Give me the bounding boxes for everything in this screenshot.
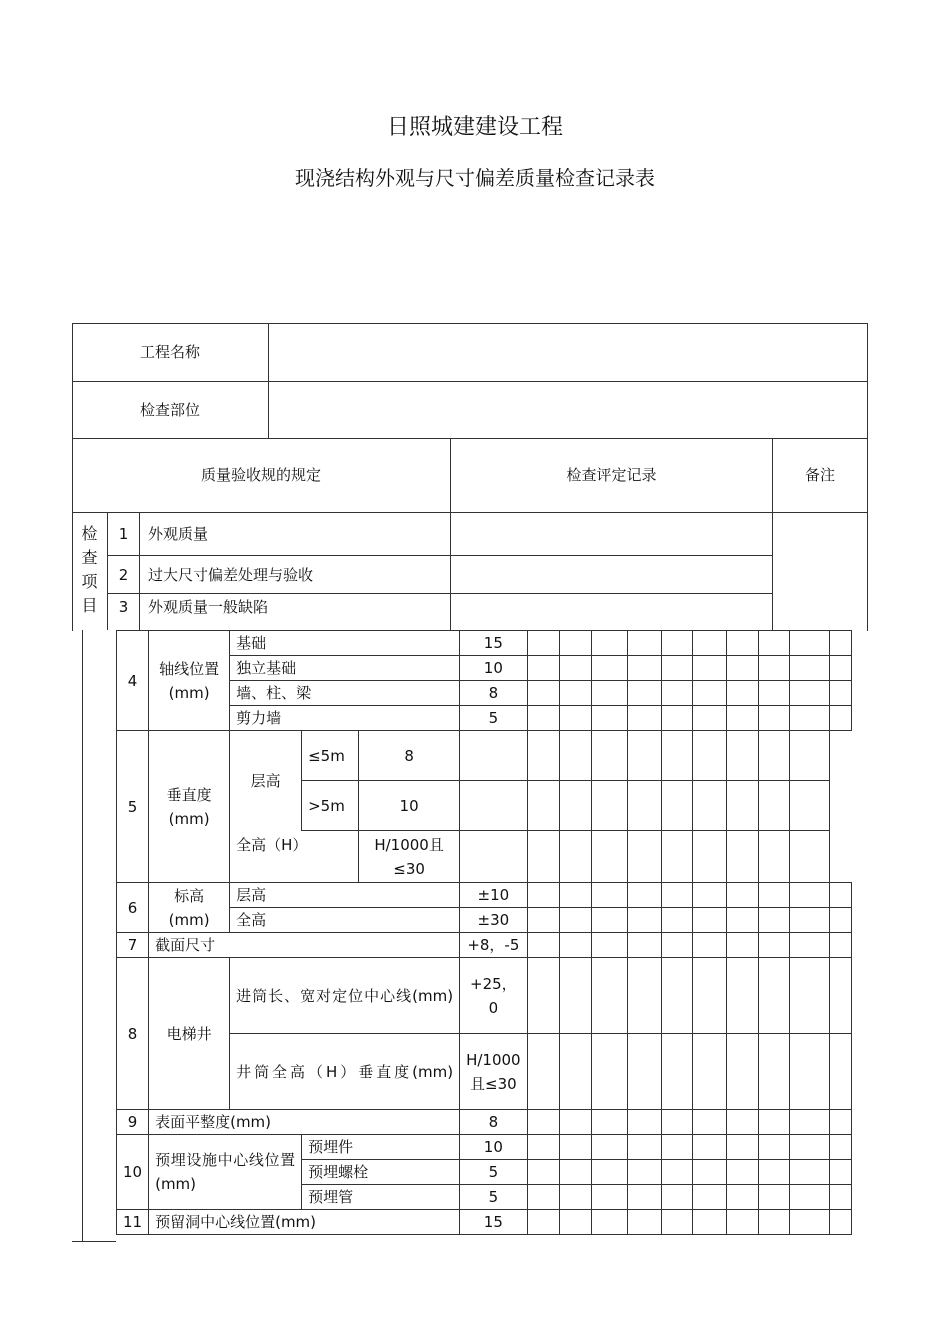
record-cell[interactable] <box>661 1034 692 1110</box>
record-cell[interactable] <box>661 631 692 656</box>
record-cell[interactable] <box>527 1034 559 1110</box>
col-header-notes: 备注 <box>804 466 835 484</box>
record-cell[interactable] <box>591 831 627 883</box>
tolerance-value: 5 <box>460 706 528 731</box>
record-cell[interactable] <box>627 883 661 908</box>
record-cell[interactable] <box>692 1210 726 1235</box>
record-cell[interactable] <box>591 1034 627 1110</box>
record-cell[interactable] <box>627 1110 661 1135</box>
tolerance-value: +25，0 <box>460 958 528 1034</box>
item-label: 墙、柱、梁 <box>230 681 460 706</box>
table-row <box>117 883 852 908</box>
deviation-table <box>116 630 852 1235</box>
item-label: 表面平整度(mm) <box>149 1110 460 1135</box>
record-cell[interactable] <box>591 781 627 831</box>
item-label: 预埋管 <box>302 1185 460 1210</box>
record-cell[interactable] <box>789 1185 829 1210</box>
item-label: 截面尺寸 <box>149 933 460 958</box>
record-cell[interactable] <box>692 1185 726 1210</box>
record-cell[interactable] <box>758 1185 789 1210</box>
record-cell[interactable] <box>758 706 789 731</box>
tolerance-value: 10 <box>460 656 528 681</box>
row-number: 9 <box>117 1110 149 1135</box>
record-cell[interactable] <box>789 706 829 731</box>
record-cell[interactable] <box>726 1160 758 1185</box>
item-label: 井筒全高（H）垂直度(mm) <box>230 1034 460 1110</box>
record-cell[interactable] <box>692 781 726 831</box>
record-cell[interactable] <box>661 656 692 681</box>
record-cell[interactable] <box>559 1034 591 1110</box>
group-label: 标高(mm) <box>149 883 230 933</box>
record-cell[interactable] <box>527 656 559 681</box>
col-header-rules: 质量验收规的规定 <box>200 466 321 484</box>
record-cell[interactable] <box>829 1160 851 1185</box>
record-cell[interactable] <box>829 656 851 681</box>
tolerance-value: ±10 <box>460 883 528 908</box>
record-cell[interactable] <box>692 1034 726 1110</box>
item-name: 外观质量一般缺陷 <box>148 598 269 616</box>
project-name-label: 工程名称 <box>139 343 200 361</box>
record-cell[interactable] <box>527 933 559 958</box>
record-cell[interactable] <box>661 781 692 831</box>
record-cell[interactable] <box>692 1160 726 1185</box>
record-cell[interactable] <box>559 933 591 958</box>
side-label: 检 查 项 目 <box>81 524 98 615</box>
row-number: 4 <box>117 631 149 731</box>
row-number: 8 <box>117 958 149 1110</box>
item-label: 预埋螺栓 <box>302 1160 460 1185</box>
record-cell[interactable] <box>460 831 528 883</box>
record-cell[interactable] <box>726 1034 758 1110</box>
record-cell[interactable] <box>527 681 559 706</box>
record-cell[interactable] <box>789 656 829 681</box>
record-cell[interactable] <box>829 1034 851 1110</box>
item-number: 2 <box>118 565 129 584</box>
record-cell[interactable] <box>661 706 692 731</box>
record-cell[interactable] <box>559 958 591 1034</box>
record-cell[interactable] <box>591 1160 627 1185</box>
record-cell[interactable] <box>661 731 692 781</box>
record-cell[interactable] <box>758 933 789 958</box>
record-cell[interactable] <box>527 958 559 1034</box>
record-cell[interactable] <box>559 1110 591 1135</box>
record-cell[interactable] <box>591 1210 627 1235</box>
record-cell[interactable] <box>789 883 829 908</box>
record-cell[interactable] <box>726 1110 758 1135</box>
record-cell[interactable] <box>758 1210 789 1235</box>
record-cell[interactable] <box>661 1210 692 1235</box>
record-cell[interactable] <box>726 731 758 781</box>
record-cell[interactable] <box>627 1210 661 1235</box>
item-label: 进筒长、宽对定位中心线(mm) <box>230 958 460 1034</box>
record-cell[interactable] <box>627 933 661 958</box>
group-label: 轴线位置(mm) <box>149 631 230 731</box>
record-cell[interactable] <box>789 958 829 1034</box>
record-cell[interactable] <box>661 908 692 933</box>
record-cell[interactable] <box>661 883 692 908</box>
record-cell[interactable] <box>627 706 661 731</box>
record-cell[interactable] <box>829 631 851 656</box>
record-cell[interactable] <box>829 706 851 731</box>
record-cell[interactable] <box>627 681 661 706</box>
table-row <box>117 1210 852 1235</box>
record-cell[interactable] <box>726 958 758 1034</box>
tolerance-value: 5 <box>460 1185 528 1210</box>
record-cell[interactable] <box>527 1160 559 1185</box>
row-number: 11 <box>117 1210 149 1235</box>
record-cell[interactable] <box>758 681 789 706</box>
record-cell[interactable] <box>591 631 627 656</box>
record-cell[interactable] <box>692 958 726 1034</box>
record-cell[interactable] <box>527 883 559 908</box>
record-cell[interactable] <box>627 781 661 831</box>
record-cell[interactable] <box>829 933 851 958</box>
record-cell[interactable] <box>591 731 627 781</box>
record-cell[interactable] <box>692 706 726 731</box>
item-name: 过大尺寸偏差处理与验收 <box>148 565 314 584</box>
tolerance-value: H/1000且≤30 <box>359 831 460 883</box>
record-cell[interactable] <box>460 781 528 831</box>
record-cell[interactable] <box>559 731 591 781</box>
group-label: 预埋设施中心线位置(mm) <box>149 1135 302 1210</box>
record-cell[interactable] <box>591 933 627 958</box>
record-cell[interactable] <box>692 831 726 883</box>
project-name-field[interactable] <box>269 323 867 381</box>
record-cell[interactable] <box>829 1210 851 1235</box>
record-cell[interactable] <box>829 681 851 706</box>
record-cell[interactable] <box>789 1034 829 1110</box>
record-cell[interactable] <box>559 781 591 831</box>
record-cell[interactable] <box>758 1110 789 1135</box>
record-cell[interactable] <box>829 908 851 933</box>
table-row <box>117 958 852 1034</box>
condition-label: >5m <box>302 781 359 831</box>
record-cell[interactable] <box>591 706 627 731</box>
record-cell[interactable] <box>559 706 591 731</box>
record-cell[interactable] <box>692 1135 726 1160</box>
record-cell[interactable] <box>758 1160 789 1185</box>
record-cell[interactable] <box>829 1110 851 1135</box>
record-cell[interactable] <box>758 731 789 781</box>
row-number: 7 <box>117 933 149 958</box>
record-cell[interactable] <box>559 681 591 706</box>
item-label: 全高（H） <box>230 831 359 883</box>
record-cell[interactable] <box>661 933 692 958</box>
row-number: 10 <box>117 1135 149 1210</box>
document-title: 日照城建建设工程 <box>386 115 563 140</box>
record-cell[interactable] <box>559 1185 591 1210</box>
row-number: 5 <box>117 731 149 883</box>
tolerance-value: 15 <box>460 631 528 656</box>
tolerance-value: ±30 <box>460 908 528 933</box>
record-cell[interactable] <box>726 631 758 656</box>
record-cell[interactable] <box>559 908 591 933</box>
record-cell[interactable] <box>627 1034 661 1110</box>
record-cell[interactable] <box>627 656 661 681</box>
record-cell[interactable] <box>661 681 692 706</box>
record-cell[interactable] <box>591 908 627 933</box>
record-cell[interactable] <box>829 958 851 1034</box>
record-cell[interactable] <box>789 631 829 656</box>
record-cell[interactable] <box>789 731 829 781</box>
record-cell[interactable] <box>789 1110 829 1135</box>
record-cell[interactable] <box>559 656 591 681</box>
record-cell[interactable] <box>527 1135 559 1160</box>
record-cell[interactable] <box>591 656 627 681</box>
record-cell[interactable] <box>527 1185 559 1210</box>
item-label: 剪力墙 <box>230 706 460 731</box>
record-cell[interactable] <box>559 883 591 908</box>
item-label: 独立基础 <box>230 656 460 681</box>
record-cell[interactable] <box>829 1185 851 1210</box>
record-cell[interactable] <box>661 1160 692 1185</box>
record-cell[interactable] <box>789 908 829 933</box>
record-cell[interactable] <box>527 731 559 781</box>
item-number: 3 <box>118 598 129 616</box>
record-cell[interactable] <box>726 681 758 706</box>
record-cell[interactable] <box>829 883 851 908</box>
col-header-record: 检查评定记录 <box>566 466 657 484</box>
record-cell[interactable] <box>627 958 661 1034</box>
record-cell[interactable] <box>789 831 829 883</box>
record-cell[interactable] <box>789 681 829 706</box>
record-cell[interactable] <box>692 908 726 933</box>
tolerance-value: 5 <box>460 1160 528 1185</box>
tolerance-value: 15 <box>460 1210 528 1235</box>
record-cell[interactable] <box>559 631 591 656</box>
record-cell[interactable] <box>758 958 789 1034</box>
record-cell[interactable] <box>726 1185 758 1210</box>
record-cell[interactable] <box>692 731 726 781</box>
condition-label: ≤5m <box>302 731 359 781</box>
sub-group-label: 层高 <box>230 731 302 831</box>
record-cell[interactable] <box>559 1210 591 1235</box>
group-label: 电梯井 <box>149 958 230 1110</box>
item-label: 基础 <box>230 631 460 656</box>
record-cell[interactable] <box>726 656 758 681</box>
table-row <box>117 933 852 958</box>
record-cell[interactable] <box>758 781 789 831</box>
table-row <box>117 631 852 656</box>
record-cell[interactable] <box>627 731 661 781</box>
record-cell[interactable] <box>627 631 661 656</box>
table-row <box>117 1110 852 1135</box>
table-row <box>117 1135 852 1160</box>
tolerance-value: H/1000且≤30 <box>460 1034 528 1110</box>
tolerance-value: 8 <box>460 681 528 706</box>
inspect-part-label: 检查部位 <box>139 400 200 419</box>
record-cell[interactable] <box>591 958 627 1034</box>
record-cell[interactable] <box>661 1185 692 1210</box>
record-cell[interactable] <box>692 656 726 681</box>
record-cell[interactable] <box>591 1110 627 1135</box>
record-cell[interactable] <box>591 1135 627 1160</box>
record-cell[interactable] <box>527 1210 559 1235</box>
record-cell[interactable] <box>527 781 559 831</box>
record-cell[interactable] <box>627 831 661 883</box>
record-cell[interactable] <box>726 883 758 908</box>
record-cell[interactable] <box>692 1110 726 1135</box>
record-cell[interactable] <box>527 1110 559 1135</box>
tolerance-value: 8 <box>359 731 460 781</box>
record-cell[interactable] <box>692 883 726 908</box>
record-cell[interactable] <box>758 831 789 883</box>
tolerance-value: 10 <box>460 1135 528 1160</box>
item-number: 1 <box>118 524 129 543</box>
record-cell[interactable] <box>726 1135 758 1160</box>
record-cell[interactable] <box>559 1135 591 1160</box>
tolerance-value: +8，-5 <box>460 933 528 958</box>
record-cell[interactable] <box>559 831 591 883</box>
record-cell[interactable] <box>527 831 559 883</box>
record-cell[interactable] <box>789 1210 829 1235</box>
table-row <box>117 731 852 781</box>
record-cell[interactable] <box>627 1185 661 1210</box>
record-cell[interactable] <box>789 1135 829 1160</box>
record-cell[interactable] <box>692 631 726 656</box>
record-cell[interactable] <box>627 1135 661 1160</box>
record-cell[interactable] <box>692 933 726 958</box>
item-label: 全高 <box>230 908 460 933</box>
record-cell[interactable] <box>726 706 758 731</box>
record-cell[interactable] <box>527 631 559 656</box>
row-number: 6 <box>117 883 149 933</box>
record-cell[interactable] <box>758 1135 789 1160</box>
record-cell[interactable] <box>726 831 758 883</box>
record-cell[interactable] <box>591 883 627 908</box>
record-cell[interactable] <box>789 781 829 831</box>
record-cell[interactable] <box>829 1135 851 1160</box>
record-cell[interactable] <box>726 933 758 958</box>
record-cell[interactable] <box>661 958 692 1034</box>
record-cell[interactable] <box>726 1210 758 1235</box>
record-cell[interactable] <box>527 908 559 933</box>
record-cell[interactable] <box>758 631 789 656</box>
record-cell[interactable] <box>661 831 692 883</box>
item-label: 预埋件 <box>302 1135 460 1160</box>
record-cell[interactable] <box>527 706 559 731</box>
record-cell[interactable] <box>758 656 789 681</box>
record-cell[interactable] <box>726 908 758 933</box>
record-cell[interactable] <box>758 908 789 933</box>
form-subtitle: 现浇结构外观与尺寸偏差质量检查记录表 <box>295 166 655 190</box>
record-cell[interactable] <box>627 1160 661 1185</box>
record-cell[interactable] <box>627 908 661 933</box>
record-cell[interactable] <box>789 1160 829 1185</box>
tolerance-value: 8 <box>460 1110 528 1135</box>
record-cell[interactable] <box>758 1034 789 1110</box>
record-cell[interactable] <box>661 1135 692 1160</box>
record-cell[interactable] <box>692 681 726 706</box>
record-cell[interactable] <box>726 781 758 831</box>
record-cell[interactable] <box>559 1160 591 1185</box>
record-cell[interactable] <box>789 933 829 958</box>
item-name: 外观质量 <box>148 524 209 543</box>
tolerance-value: 10 <box>359 781 460 831</box>
record-cell[interactable] <box>591 1185 627 1210</box>
record-cell[interactable] <box>460 731 528 781</box>
item-label: 预留洞中心线位置(mm) <box>149 1210 460 1235</box>
item-label: 层高 <box>230 883 460 908</box>
group-label: 垂直度(mm) <box>149 731 230 883</box>
record-cell[interactable] <box>661 1110 692 1135</box>
record-cell[interactable] <box>758 883 789 908</box>
record-cell[interactable] <box>591 681 627 706</box>
inspect-part-field[interactable] <box>269 381 867 438</box>
